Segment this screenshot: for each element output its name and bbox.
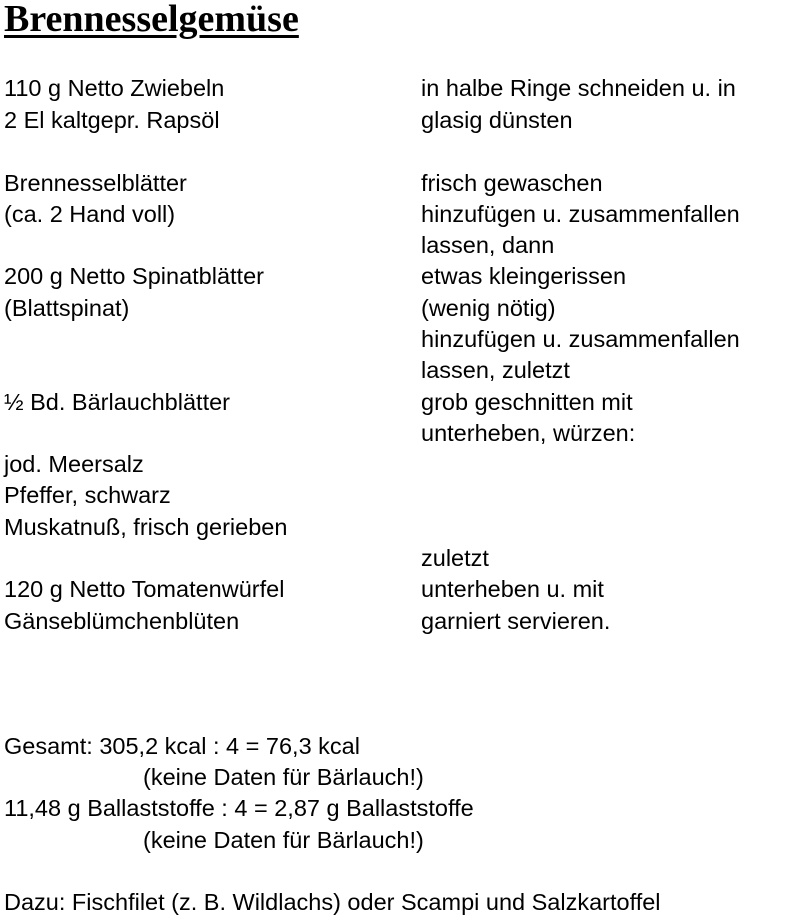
instruction-text: hinzufügen u. zusammenfallen — [421, 326, 740, 352]
table-row — [0, 574, 787, 605]
table-row — [0, 293, 787, 324]
table-row — [0, 230, 787, 261]
instruction-text: lassen, zuletzt — [421, 357, 570, 383]
instruction-text: unterheben u. mit — [421, 576, 604, 602]
table-row — [0, 512, 787, 543]
table-row — [0, 73, 787, 104]
instruction-text: etwas kleingerissen — [421, 263, 627, 289]
table-row — [0, 261, 787, 292]
instruction-text: frisch gewaschen — [421, 170, 603, 196]
serving-suggestion: Dazu: Fischfilet (z. B. Wildlachs) oder Scampi und Salzkartoffel — [4, 889, 661, 915]
ingredient-text: 2 El kaltgepr. Rapsöl — [4, 107, 220, 133]
table-row — [0, 355, 787, 386]
table-row — [0, 199, 787, 230]
instruction-text: in halbe Ringe schneiden u. in — [421, 75, 736, 101]
ingredient-text: jod. Meersalz — [4, 451, 144, 477]
instruction-text: zuletzt — [421, 545, 489, 571]
table-row — [0, 480, 787, 511]
ingredient-text: Brennesselblätter — [4, 170, 187, 196]
recipe-title: Brennesselgemüse — [4, 0, 299, 40]
instruction-text: glasig dünsten — [421, 107, 573, 133]
total-calories-line: Gesamt: 305,2 kcal : 4 = 76,3 kcal — [4, 733, 360, 759]
ingredient-text: 200 g Netto Spinatblätter — [4, 263, 264, 289]
instruction-text: grob geschnitten mit — [421, 389, 633, 415]
ingredient-text: Muskatnuß, frisch gerieben — [4, 514, 288, 540]
instruction-text: garniert servieren. — [421, 608, 611, 634]
instruction-text: unterheben, würzen: — [421, 420, 636, 446]
ingredient-text: (ca. 2 Hand voll) — [4, 201, 176, 227]
table-row — [0, 387, 787, 418]
table-row — [0, 105, 787, 136]
ingredient-text: ½ Bd. Bärlauchblätter — [4, 389, 230, 415]
table-row — [0, 168, 787, 199]
table-row — [0, 606, 787, 637]
table-row — [0, 324, 787, 355]
ingredient-text: 110 g Netto Zwiebeln — [4, 75, 225, 101]
instruction-text: lassen, dann — [421, 232, 555, 258]
instruction-text: (wenig nötig) — [421, 295, 556, 321]
ingredient-text: Pfeffer, schwarz — [4, 482, 171, 508]
calories-note: (keine Daten für Bärlauch!) — [143, 764, 424, 790]
ingredient-text: Gänseblümchenblüten — [4, 608, 240, 634]
fiber-note: (keine Daten für Bärlauch!) — [143, 827, 424, 853]
ingredient-text: (Blattspinat) — [4, 295, 130, 321]
table-row — [0, 418, 787, 449]
instruction-text: hinzufügen u. zusammenfallen — [421, 201, 740, 227]
table-row — [0, 543, 787, 574]
fiber-line: 11,48 g Ballaststoffe : 4 = 2,87 g Ballaststoffe — [4, 795, 474, 821]
ingredient-text: 120 g Netto Tomatenwürfel — [4, 576, 285, 602]
table-row — [0, 449, 787, 480]
